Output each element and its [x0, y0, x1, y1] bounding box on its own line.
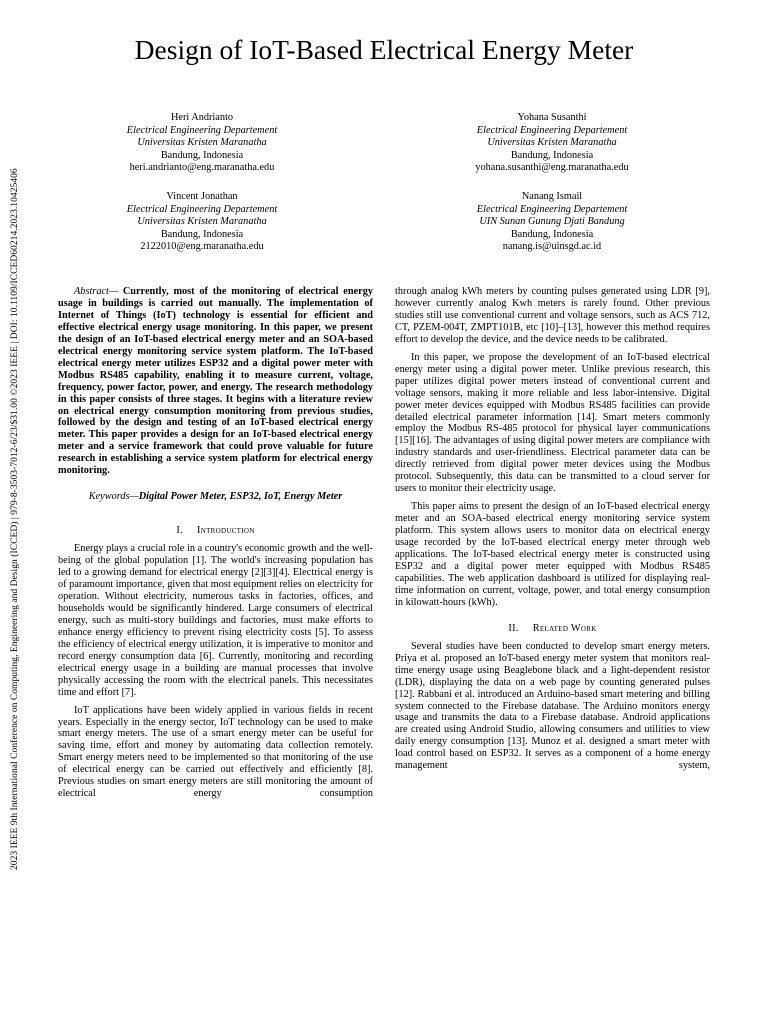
- right-column: [395, 286, 710, 778]
- body-paragraph: In this paper, we propose the development of an IoT-based electrical energy meter using a digital power meter. Unlike previous research, this paper utilizes digital power meters instead of conventional current and voltage sensors, making it more reliable and less labor-intensive. Digital power meter devices equipped with Modbus RS485 facilities can provide detailed electrical parameter information [14]. Smart meters commonly employ the Modbus RS-485 protocol for physical layer communications [15][16]. The advantages of using digital power meters are compliance with industry standards and user-friendliness. Electrical parameter data can be directly retrieved from digital power meter devices using the Modbus protocol. Subsequently, this data can be transmitted to a cloud server for users to monitor their electricity usage.: [395, 351, 710, 495]
- keywords-lead: Keywords—: [88, 491, 139, 503]
- body-paragraph: IoT applications have been widely applied in various fields in recent years. Especially in the energy sector, IoT technology can be used to make smart energy meters. The use of a smart energy meter can be useful for saving time, effort and money by automating data collection remotely. Smart energy meters need to be implemented so that monitoring of the use of electrical energy can be carried out effectively and efficiently [8]. Previous studies on smart energy meters are still monitoring the amount of electrical energy consumption: [58, 704, 373, 800]
- section-title: Introduction: [197, 525, 255, 537]
- abstract: [58, 286, 373, 477]
- abstract-lead: Abstract—: [74, 286, 119, 297]
- author-university: UIN Sunan Gunung Djati Bandung: [479, 216, 625, 227]
- conference-doi-sidebar: 2023 IEEE 9th International Conference on Computing, Engineering and Design (ICCED) | 979-8-3503-7012-6/23/$31.00 ©2023 IEEE | DOI: 10.1109/ICCED60214.2023.10425406: [10, 168, 20, 870]
- section-heading-introduction: [58, 525, 373, 537]
- author-university: Universitas Kristen Maranatha: [137, 216, 267, 227]
- author-location: Bandung, Indonesia: [510, 228, 594, 240]
- left-column: [58, 286, 373, 806]
- section-number: II.: [508, 622, 519, 634]
- body-paragraph: This paper aims to present the design of an IoT-based electrical energy meter and an SOA-based electrical energy monitoring service system platform. This system allows users to monitor data on electrical energy usage recorded by the IoT-based electrical energy meter through web applications. The IoT-based electrical energy meter is constructed using ESP32 and a digital power meter equipped with Modbus RS485 capabilities. The web application dashboard is utilized for displaying real-time information on current, voltage, power, and total energy consumption in kilowatt-hours (kWh).: [395, 501, 710, 608]
- author-name: Heri Andrianto: [170, 112, 234, 123]
- author-email: heri.andrianto@eng.maranatha.edu: [129, 162, 275, 173]
- author-department: Electrical Engineering Departement: [126, 124, 278, 136]
- author-name: Yohana Susanthi: [517, 112, 587, 123]
- author-block: [402, 191, 702, 254]
- abstract-text: Currently, most of the monitoring of electrical energy usage in buildings is carried out manually. The implementation of Internet of Things (IoT) technology is essential for efficient and effective electrical energy usage monitoring. In this paper, we present the design of an IoT-based electrical energy meter and an SOA-based electrical energy monitoring service system platform. The IoT-based electrical energy meter utilizes ESP32 and a digital power meter with Modbus RS485 capability, enabling it to measure current, voltage, frequency, power factor, power, and energy. The research methodology in this paper consists of three stages. It begins with a literature review on electrical energy consumption monitoring from previous studies, followed by the design and testing of an IoT-based electrical energy meter. This paper provides a design for an IoT-based electrical energy meter and a service framework that could prove valuable for future research in establishing a service system platform for electrical energy monitoring.: [58, 286, 373, 477]
- section-number: I.: [176, 525, 183, 537]
- body-paragraph: Energy plays a crucial role in a country's economic growth and the well-being of the global population [1]. The world's increasing population has led to a growing demand for electrical energy [2][3][4]. Electrical energy is of paramount importance, given that most equipment relies on electricity for operation. Without electricity, numerous tasks in factories, offices, and households would be significantly hindered. Large consumers of electrical energy, such as multi-story buildings and factories, must make efforts to enhance energy efficiency to prevent rising electricity costs [5]. To assess the efficiency of electrical energy utilization, it is imperative to monitor and record energy consumption data [6]. Currently, monitoring and recording electrical energy usage in a building are manual processes that involve physically accessing the room with the electrical panels. This necessitates time and effort [7].: [58, 543, 373, 698]
- author-location: Bandung, Indonesia: [510, 149, 594, 161]
- author-department: Electrical Engineering Departement: [476, 124, 628, 136]
- section-heading-related-work: [395, 623, 710, 635]
- body-paragraph-continuation: through analog kWh meters by counting pulses generated using LDR [9], however currently analog Kwh meters is rarely found. Other previous studies still use conventional current and voltage sensors, such as ACS 712, CT, PZEM-004T, ZMPT101B, etc [10]–[13], however this method requires effort to develop the device, and the device needs to be calibrated.: [395, 286, 710, 345]
- keywords: [58, 491, 373, 503]
- author-name: Nanang Ismail: [521, 191, 583, 202]
- author-location: Bandung, Indonesia: [160, 149, 244, 161]
- author-email: yohana.susanthi@eng.maranatha.edu: [475, 162, 629, 173]
- body-paragraph: Several studies have been conducted to develop smart energy meters. Priya et al. proposed an IoT-based energy meter system that monitors real-time energy usage using Beaglebone black and a light-dependent resistor (LDR), displaying the data on a web page by counting generated pulses [12]. Rabbani et al. introduced an Arduino-based smart metering and billing system connected to the Firebase database. The Arduino monitors energy usage and transmits the data to a Firebase database. Android applications are created using Android Studio, allowing consumers and utilities to view daily energy consumption [13]. Munoz et al. designed a smart meter with load control based on ESP32. It serves as a component of a home energy management system,: [395, 640, 710, 772]
- author-block: [402, 112, 702, 175]
- author-department: Electrical Engineering Departement: [126, 203, 278, 215]
- author-university: Universitas Kristen Maranatha: [137, 137, 267, 148]
- author-name: Vincent Jonathan: [166, 191, 238, 202]
- author-block: [52, 191, 352, 254]
- author-email: nanang.is@uinsgd.ac.id: [502, 241, 602, 252]
- author-block: [52, 112, 352, 175]
- author-department: Electrical Engineering Departement: [476, 203, 628, 215]
- section-title: Related Work: [532, 622, 597, 634]
- paper-title: Design of IoT-Based Electrical Energy Meter: [134, 34, 634, 65]
- keywords-text: Digital Power Meter, ESP32, IoT, Energy Meter: [138, 491, 343, 503]
- author-email: 2122010@eng.maranatha.edu: [140, 241, 264, 252]
- author-university: Universitas Kristen Maranatha: [487, 137, 617, 148]
- author-location: Bandung, Indonesia: [160, 228, 244, 240]
